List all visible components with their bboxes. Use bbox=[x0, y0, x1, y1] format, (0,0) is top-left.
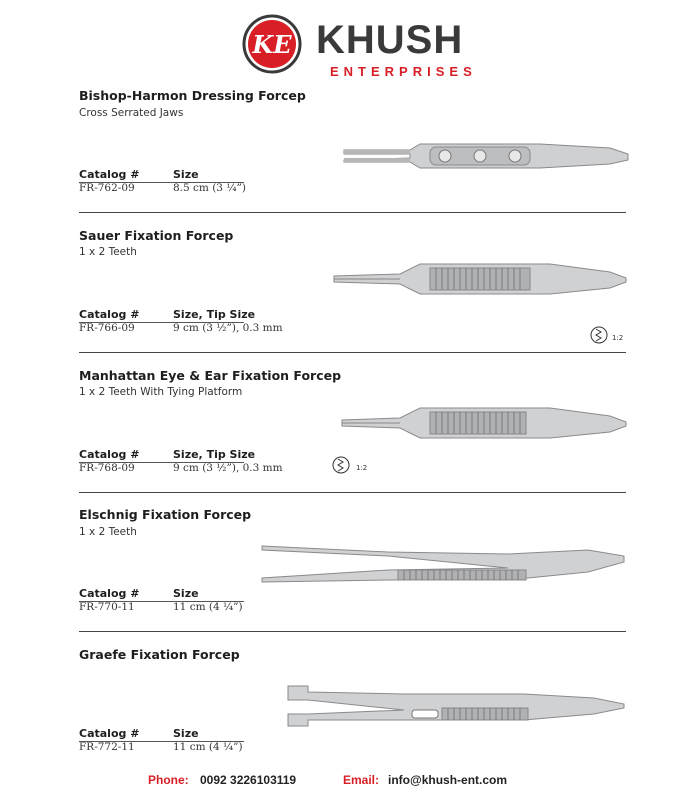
product-title: Graefe Fixation Forcep bbox=[79, 647, 240, 662]
product-title: Bishop-Harmon Dressing Forcep bbox=[79, 88, 306, 103]
brand-logo bbox=[238, 10, 477, 82]
catalog-header: Catalog # bbox=[79, 308, 140, 321]
forcep-image bbox=[330, 258, 630, 300]
catalog-number: FR-766-09 bbox=[79, 322, 135, 334]
product-subtitle: 1 x 2 Teeth With Tying Platform bbox=[79, 386, 243, 398]
product-title: Sauer Fixation Forcep bbox=[79, 228, 234, 243]
catalog-number: FR-768-09 bbox=[79, 462, 135, 474]
product-subtitle: 1 x 2 Teeth bbox=[79, 246, 137, 258]
email-label: Email: bbox=[343, 773, 380, 787]
section-divider bbox=[79, 492, 626, 493]
svg-text:KE: KE bbox=[252, 30, 292, 59]
brand-monogram-icon bbox=[242, 14, 302, 74]
forcep-image bbox=[284, 680, 630, 730]
size-header: Size bbox=[173, 168, 199, 181]
product-subtitle: 1 x 2 Teeth bbox=[79, 526, 137, 538]
jaw-teeth-icon bbox=[332, 456, 350, 474]
size-header: Size bbox=[173, 587, 199, 600]
product-title: Elschnig Fixation Forcep bbox=[79, 507, 252, 522]
forcep-image bbox=[258, 540, 630, 586]
size-value: 9 cm (3 ½”), 0.3 mm bbox=[173, 462, 283, 474]
size-value: 8.5 cm (3 ¼”) bbox=[173, 182, 246, 194]
section-divider bbox=[79, 212, 626, 213]
phone-label: Phone: bbox=[148, 773, 189, 787]
catalog-header: Catalog # bbox=[79, 587, 140, 600]
catalog-number: FR-762-09 bbox=[79, 182, 135, 194]
catalog-header: Catalog # bbox=[79, 448, 140, 461]
brand-name: KHUSH bbox=[316, 18, 464, 62]
catalog-number: FR-770-11 bbox=[79, 601, 135, 613]
brand-tagline: ENTERPRISES bbox=[330, 64, 477, 79]
email-link[interactable]: info@khush-ent.com bbox=[388, 773, 508, 787]
product-title: Manhattan Eye & Ear Fixation Forcep bbox=[79, 368, 342, 383]
jaw-teeth-icon bbox=[590, 326, 608, 344]
catalog-number: FR-772-11 bbox=[79, 741, 135, 753]
size-tip-header: Size, Tip Size bbox=[173, 448, 256, 461]
jaw-ratio: 1:2 bbox=[612, 334, 624, 342]
forcep-image bbox=[340, 138, 632, 178]
catalog-header: Catalog # bbox=[79, 727, 140, 740]
product-subtitle: Cross Serrated Jaws bbox=[79, 107, 184, 119]
size-value: 11 cm (4 ¼”) bbox=[173, 601, 243, 613]
phone-number[interactable]: 0092 3226103119 bbox=[200, 773, 297, 787]
section-divider bbox=[79, 352, 626, 353]
size-header: Size bbox=[173, 727, 199, 740]
section-divider bbox=[79, 631, 626, 632]
size-value: 11 cm (4 ¼”) bbox=[173, 741, 243, 753]
catalog-header: Catalog # bbox=[79, 168, 140, 181]
forcep-image bbox=[338, 402, 630, 444]
size-tip-header: Size, Tip Size bbox=[173, 308, 256, 321]
jaw-ratio: 1:2 bbox=[356, 464, 368, 472]
size-value: 9 cm (3 ½”), 0.3 mm bbox=[173, 322, 283, 334]
